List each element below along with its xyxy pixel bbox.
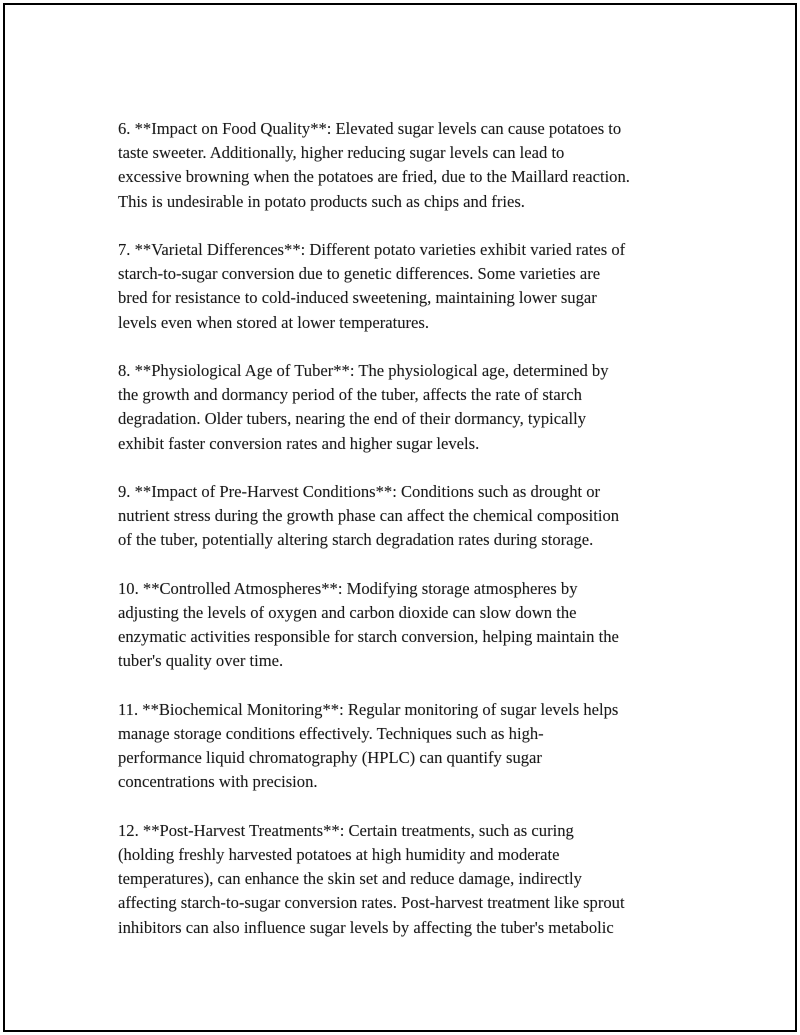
text-line: starch-to-sugar conversion due to genetic differences. Some varieties are [118, 264, 601, 284]
paragraph-impact-on-food-quality [118, 117, 698, 214]
text-line: affecting starch-to-sugar conversion rates. Post-harvest treatment like sprout [118, 893, 625, 913]
text-line: bred for resistance to cold-induced sweetening, maintaining lower sugar [118, 288, 597, 308]
text-line: 6. **Impact on Food Quality**: Elevated sugar levels can cause potatoes to [118, 119, 622, 138]
text-line: 12. **Post-Harvest Treatments**: Certain treatments, such as curing [118, 820, 574, 840]
text-line: temperatures), can enhance the skin set and reduce damage, indirectly [118, 869, 582, 889]
text-line: 8. **Physiological Age of Tuber**: The physiological age, determined by [118, 361, 609, 380]
text-line: 9. **Impact of Pre-Harvest Conditions**: Conditions such as drought or [118, 482, 601, 501]
text-line: enzymatic activities responsible for starch conversion, helping maintain the [118, 627, 619, 647]
text-line: levels even when stored at lower temperatures. [118, 312, 430, 332]
text-line: (holding freshly harvested potatoes at high humidity and moderate [118, 845, 560, 864]
text-line: 10. **Controlled Atmospheres**: Modifying storage atmospheres by [118, 578, 578, 598]
text-line: exhibit faster conversion rates and higher sugar levels. [118, 433, 480, 453]
paragraph-biochemical-monitoring [118, 698, 698, 795]
text-line: This is undesirable in potato products such as chips and fries. [118, 191, 525, 211]
text-line: concentrations with precision. [118, 772, 318, 792]
paragraph-pre-harvest-conditions [118, 480, 698, 553]
text-line: of the tuber, potentially altering starch degradation rates during storage. [118, 530, 594, 550]
text-line: manage storage conditions effectively. Techniques such as high- [118, 724, 544, 743]
text-line: the growth and dormancy period of the tuber, affects the rate of starch [118, 385, 582, 405]
paragraph-post-harvest-treatments [118, 819, 698, 940]
text-line: inhibitors can also influence sugar levels by affecting the tuber's metabolic [118, 917, 614, 937]
paragraph-varietal-differences [118, 238, 698, 335]
text-line: excessive browning when the potatoes are fried, due to the Maillard reaction. [118, 167, 630, 187]
text-line: degradation. Older tubers, nearing the end of their dormancy, typically [118, 409, 586, 429]
text-line: taste sweeter. Additionally, higher reducing sugar levels can lead to [118, 143, 565, 163]
text-line: nutrient stress during the growth phase can affect the chemical composition [118, 506, 620, 526]
text-line: 11. **Biochemical Monitoring**: Regular monitoring of sugar levels helps [118, 699, 619, 719]
paragraph-controlled-atmospheres [118, 577, 698, 674]
text-line: performance liquid chromatography (HPLC) can quantify sugar [118, 748, 542, 768]
paragraph-physiological-age [118, 359, 698, 456]
text-line: 7. **Varietal Differences**: Different potato varieties exhibit varied rates of [118, 240, 626, 259]
document-body [118, 117, 698, 964]
text-line: tuber's quality over time. [118, 651, 284, 671]
text-line: adjusting the levels of oxygen and carbon dioxide can slow down the [118, 603, 577, 622]
